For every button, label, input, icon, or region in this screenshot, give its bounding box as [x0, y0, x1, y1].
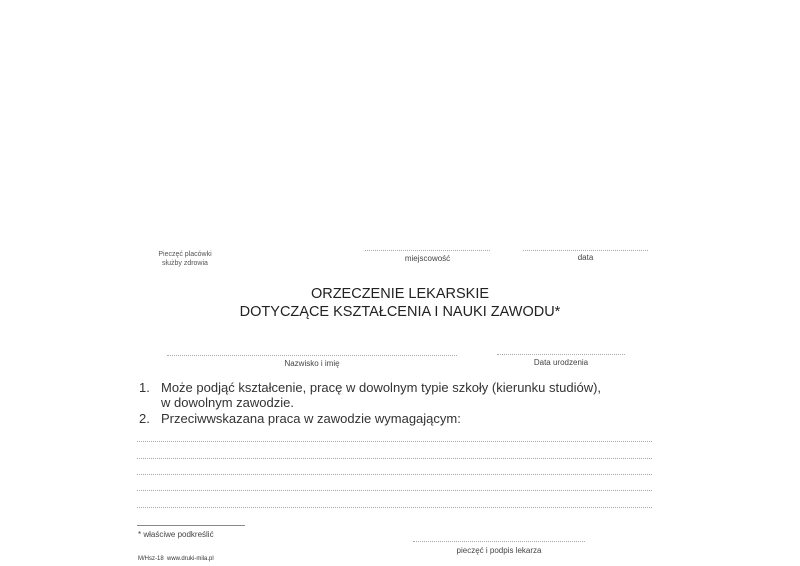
signature-line[interactable] [413, 541, 585, 542]
item-text: Może podjąć kształcenie, pracę w dowolnym typie szkoły (kierunku studiów), [161, 380, 602, 395]
item-text: Przeciwwskazana praca w zawodzie wymagającym: [161, 411, 461, 426]
footnote: * właściwe podkreślić [138, 530, 214, 539]
date-field-line[interactable] [523, 250, 648, 251]
signature-label: pieczęć i podpis lekarza [456, 546, 542, 555]
contraindication-line[interactable] [137, 490, 652, 491]
stamp-label-line2: służby zdrowia [162, 260, 208, 267]
list-item-1 [139, 380, 601, 410]
document-title [0, 285, 800, 321]
contraindication-line[interactable] [137, 507, 652, 508]
stamp-label [150, 250, 220, 268]
name-label: Nazwisko i imię [284, 359, 340, 368]
list-item-2 [139, 411, 461, 426]
form-code: M/Hsz-18 www.druki-mila.pl [138, 556, 214, 562]
contraindication-line[interactable] [137, 441, 652, 442]
title-line1: ORZECZENIE LEKARSKIE [310, 286, 490, 302]
footnote-divider [137, 525, 245, 526]
contraindication-line[interactable] [137, 474, 652, 475]
birthdate-label: Data urodzenia [533, 358, 589, 367]
item-number: 2. [139, 411, 150, 426]
item-text-cont: w dowolnym zawodzie. [161, 395, 294, 410]
title-line2: DOTYCZĄCE KSZTAŁCENIA I NAUKI ZAWODU* [239, 304, 561, 320]
contraindication-line[interactable] [137, 458, 652, 459]
birthdate-field-line[interactable] [497, 354, 625, 355]
place-field-line[interactable] [365, 250, 490, 251]
name-field-line[interactable] [167, 355, 457, 356]
item-number: 1. [139, 380, 150, 395]
stamp-label-line1: Pieczęć placówki [158, 251, 212, 258]
date-label: data [577, 253, 594, 262]
place-label: miejscowość [404, 254, 451, 263]
